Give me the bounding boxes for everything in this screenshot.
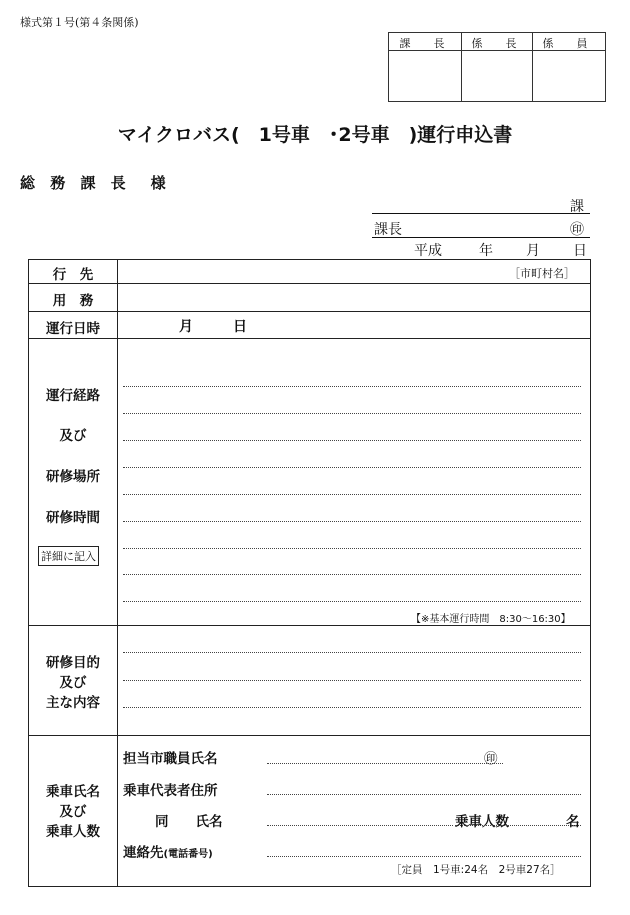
purpose-label: 用 務 [52, 293, 94, 309]
route-line[interactable] [123, 574, 581, 575]
contact-line[interactable] [267, 856, 581, 857]
contact-label-text: 連絡先 [123, 845, 164, 861]
approval-label-chief: 課 長 [399, 37, 451, 50]
operation-month: 月 [179, 319, 193, 335]
route-label-4: 研修時間 [46, 510, 100, 526]
operation-date-label: 運行日時 [46, 321, 100, 337]
training-line[interactable] [123, 652, 581, 653]
form-title: マイクロバス( 1号車 ･2号車 )運行申込書 [117, 124, 513, 146]
department-suffix: 課 [570, 199, 584, 215]
staff-name-line[interactable] [267, 763, 503, 764]
approval-stamp-box [388, 32, 606, 102]
passenger-count-unit: 名 [566, 814, 580, 830]
application-table [28, 259, 591, 887]
training-label-3: 主な内容 [46, 695, 100, 711]
passenger-label-3: 乗車人数 [46, 824, 100, 840]
route-line[interactable] [123, 521, 581, 522]
rep-address-line[interactable] [267, 794, 581, 795]
route-line[interactable] [123, 386, 581, 387]
training-label-1: 研修目的 [46, 655, 100, 671]
capacity-note: ［定員 1号車:24名 2号車27名］ [391, 864, 561, 876]
destination-hint: ［市町村名］ [509, 267, 575, 280]
form-number: 様式第１号(第４条関係) [20, 16, 139, 29]
chief-line[interactable] [372, 237, 590, 238]
approval-label-staff: 係 員 [542, 37, 594, 50]
passenger-count-line[interactable] [455, 825, 581, 826]
rep-name-label: 同 氏名 [155, 814, 223, 830]
route-label-1: 運行経路 [46, 388, 100, 404]
staff-name-label: 担当市職員氏名 [123, 751, 218, 767]
route-line[interactable] [123, 494, 581, 495]
operation-day: 日 [233, 319, 247, 335]
date-day: 日 [573, 243, 587, 259]
chief-label: 課長 [374, 222, 402, 238]
label-column-divider [117, 260, 118, 886]
route-line[interactable] [123, 467, 581, 468]
route-label-2: 及び [59, 428, 87, 444]
training-line[interactable] [123, 707, 581, 708]
date-year: 年 [479, 243, 493, 259]
rep-address-label: 乗車代表者住所 [123, 783, 218, 799]
route-label-3: 研修場所 [46, 469, 100, 485]
route-line[interactable] [123, 440, 581, 441]
row-divider [29, 311, 590, 312]
chief-seal: ㊞ [570, 222, 584, 238]
basic-hours-note: 【※基本運行時間 8:30～16:30】 [411, 614, 571, 625]
department-line[interactable] [372, 213, 590, 214]
staff-seal: ㊞ [484, 751, 498, 767]
rep-name-line[interactable] [267, 825, 453, 826]
detail-instruction-box: 詳細に記入 [38, 546, 99, 566]
contact-sub-label: (電話番号) [163, 849, 213, 860]
route-line[interactable] [123, 548, 581, 549]
row-divider [29, 338, 590, 339]
passenger-label-2: 及び [59, 804, 87, 820]
date-month: 月 [526, 243, 540, 259]
date-era: 平成 [414, 243, 442, 259]
approval-label-subchief: 係 長 [471, 37, 523, 50]
row-divider [29, 625, 590, 626]
training-line[interactable] [123, 680, 581, 681]
addressee: 総 務 課 長 様 [20, 174, 171, 192]
passenger-count-label: 乗車人数 [455, 814, 509, 830]
contact-label [123, 841, 213, 861]
destination-label: 行 先 [52, 267, 94, 283]
route-line[interactable] [123, 413, 581, 414]
training-label-2: 及び [59, 675, 87, 691]
row-divider [29, 283, 590, 284]
route-line[interactable] [123, 601, 581, 602]
row-divider [29, 735, 590, 736]
passenger-label-1: 乗車氏名 [46, 784, 100, 800]
